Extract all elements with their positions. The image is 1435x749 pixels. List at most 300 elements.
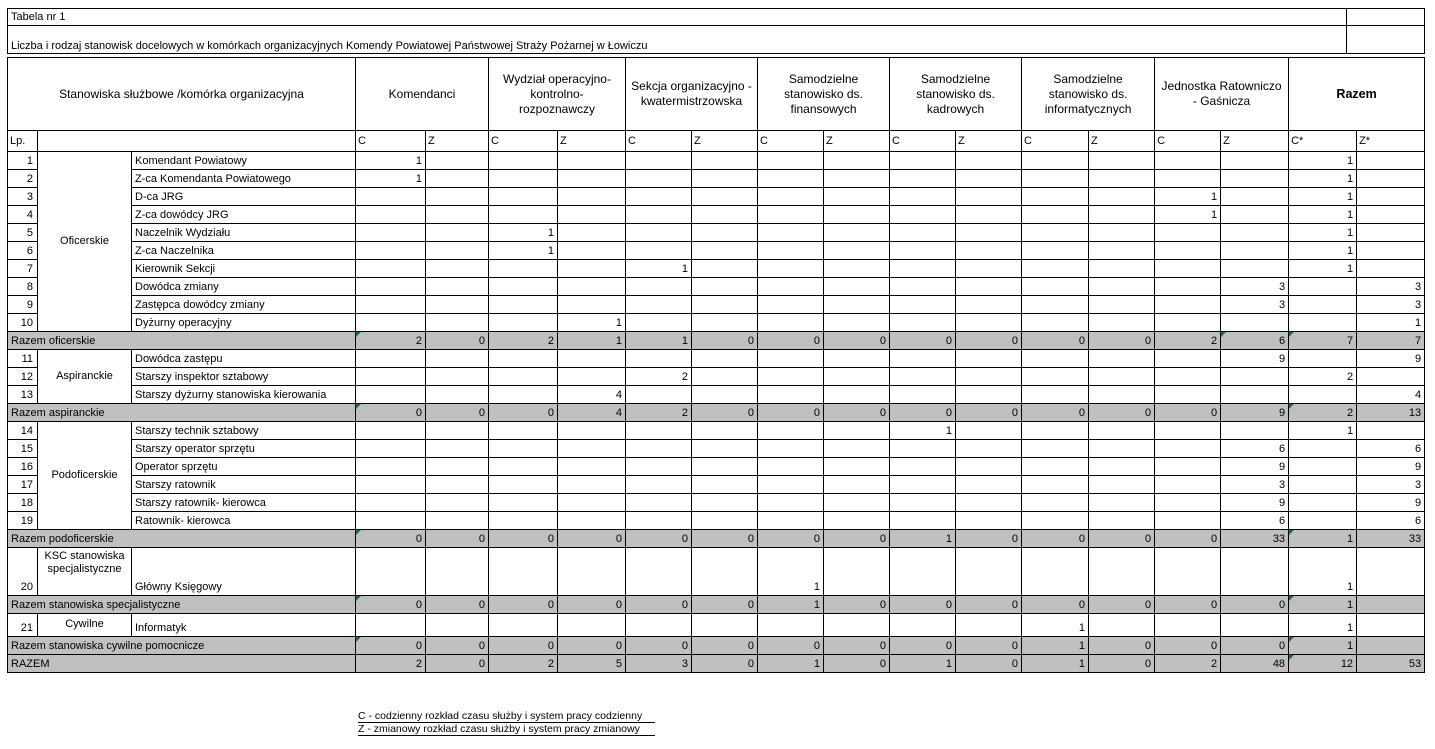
value-cell[interactable] — [1289, 296, 1357, 314]
value-cell[interactable] — [1155, 512, 1221, 530]
value-cell[interactable] — [1022, 440, 1089, 458]
lp-cell[interactable]: 12 — [8, 368, 38, 386]
value-cell[interactable] — [558, 170, 626, 188]
value-cell[interactable]: 0 — [626, 530, 692, 548]
value-cell[interactable] — [356, 368, 426, 386]
value-cell[interactable]: 0 — [1022, 404, 1089, 422]
value-cell[interactable]: 1 — [626, 260, 692, 278]
lp-cell[interactable]: 11 — [8, 350, 38, 368]
lp-cell[interactable]: 10 — [8, 314, 38, 332]
position-cell[interactable]: Z-ca Naczelnika — [132, 242, 356, 260]
value-cell[interactable] — [1155, 422, 1221, 440]
value-cell[interactable] — [426, 476, 489, 494]
subheader-cell[interactable]: C* — [1289, 131, 1357, 152]
value-cell[interactable] — [356, 440, 426, 458]
value-cell[interactable]: 0 — [1155, 404, 1221, 422]
value-cell[interactable] — [1022, 278, 1089, 296]
value-cell[interactable] — [1221, 422, 1289, 440]
value-cell[interactable] — [558, 206, 626, 224]
value-cell[interactable] — [1089, 206, 1155, 224]
value-cell[interactable] — [1357, 152, 1425, 170]
value-cell[interactable] — [558, 188, 626, 206]
value-cell[interactable]: 1 — [758, 596, 824, 614]
value-cell[interactable] — [1089, 152, 1155, 170]
value-cell[interactable] — [1155, 458, 1221, 476]
value-cell[interactable]: 0 — [824, 530, 890, 548]
value-cell[interactable] — [356, 206, 426, 224]
value-cell[interactable] — [890, 614, 956, 637]
value-cell[interactable] — [558, 296, 626, 314]
value-cell[interactable] — [956, 152, 1022, 170]
value-cell[interactable] — [692, 296, 758, 314]
value-cell[interactable]: 0 — [1022, 332, 1089, 350]
value-cell[interactable] — [626, 422, 692, 440]
value-cell[interactable] — [956, 614, 1022, 637]
value-cell[interactable] — [356, 224, 426, 242]
value-cell[interactable]: 1 — [890, 655, 956, 673]
value-cell[interactable] — [426, 188, 489, 206]
table-label-cell[interactable] — [8, 9, 1424, 26]
value-cell[interactable] — [956, 440, 1022, 458]
value-cell[interactable]: 9 — [1221, 494, 1289, 512]
value-cell[interactable] — [1289, 440, 1357, 458]
value-cell[interactable] — [758, 386, 824, 404]
summary-label[interactable]: Razem stanowiska specjalistyczne — [8, 596, 356, 614]
value-cell[interactable] — [356, 458, 426, 476]
value-cell[interactable] — [692, 476, 758, 494]
value-cell[interactable] — [356, 296, 426, 314]
value-cell[interactable]: 0 — [692, 596, 758, 614]
value-cell[interactable]: 0 — [426, 655, 489, 673]
value-cell[interactable]: 0 — [356, 596, 426, 614]
value-cell[interactable] — [758, 314, 824, 332]
value-cell[interactable] — [956, 494, 1022, 512]
lp-cell[interactable]: 16 — [8, 458, 38, 476]
value-cell[interactable] — [1022, 296, 1089, 314]
value-cell[interactable] — [890, 278, 956, 296]
value-cell[interactable]: 1 — [758, 548, 824, 596]
value-cell[interactable] — [356, 314, 426, 332]
value-cell[interactable] — [890, 242, 956, 260]
value-cell[interactable]: 1 — [890, 530, 956, 548]
value-cell[interactable]: 9 — [1221, 350, 1289, 368]
value-cell[interactable] — [426, 386, 489, 404]
value-cell[interactable] — [692, 278, 758, 296]
value-cell[interactable]: 1 — [558, 314, 626, 332]
header-group-wydzial[interactable]: Wydział operacyjno-kontrolno-rozpoznawczy — [489, 58, 626, 131]
value-cell[interactable]: 1 — [1289, 242, 1357, 260]
value-cell[interactable] — [890, 458, 956, 476]
value-cell[interactable] — [626, 440, 692, 458]
value-cell[interactable] — [558, 152, 626, 170]
value-cell[interactable]: 6 — [1221, 332, 1289, 350]
value-cell[interactable]: 0 — [758, 637, 824, 655]
value-cell[interactable]: 0 — [824, 637, 890, 655]
value-cell[interactable] — [426, 278, 489, 296]
value-cell[interactable]: 1 — [1289, 152, 1357, 170]
value-cell[interactable]: 3 — [1357, 278, 1425, 296]
value-cell[interactable] — [558, 494, 626, 512]
position-cell[interactable]: Starszy dyżurny stanowiska kierowania — [132, 386, 356, 404]
value-cell[interactable] — [1089, 458, 1155, 476]
value-cell[interactable] — [1357, 368, 1425, 386]
subheader-cell[interactable]: C — [1155, 131, 1221, 152]
value-cell[interactable]: 2 — [489, 332, 558, 350]
value-cell[interactable]: 0 — [356, 404, 426, 422]
category-cell[interactable]: Aspiranckie — [38, 350, 132, 404]
value-cell[interactable] — [1357, 422, 1425, 440]
value-cell[interactable] — [1089, 242, 1155, 260]
value-cell[interactable]: 0 — [489, 530, 558, 548]
value-cell[interactable] — [692, 242, 758, 260]
value-cell[interactable]: 13 — [1357, 404, 1425, 422]
header-group-informatycznych[interactable]: Samodzielne stanowisko ds. informatycznych — [1022, 58, 1155, 131]
value-cell[interactable] — [692, 314, 758, 332]
value-cell[interactable]: 0 — [890, 596, 956, 614]
value-cell[interactable] — [890, 152, 956, 170]
value-cell[interactable] — [824, 278, 890, 296]
position-cell[interactable]: Starszy technik sztabowy — [132, 422, 356, 440]
value-cell[interactable]: 0 — [426, 404, 489, 422]
value-cell[interactable] — [824, 296, 890, 314]
value-cell[interactable] — [1089, 614, 1155, 637]
position-cell[interactable]: Starszy ratownik — [132, 476, 356, 494]
value-cell[interactable]: 0 — [1089, 530, 1155, 548]
summary-label[interactable]: Razem aspiranckie — [8, 404, 356, 422]
value-cell[interactable]: 0 — [956, 596, 1022, 614]
value-cell[interactable]: 1 — [1289, 224, 1357, 242]
value-cell[interactable] — [692, 386, 758, 404]
value-cell[interactable] — [558, 512, 626, 530]
value-cell[interactable] — [692, 152, 758, 170]
footnote-c[interactable]: C - codzienny rozkład czasu służby i system pracy codzienny — [358, 710, 655, 723]
header-group-sekcja[interactable]: Sekcja organizacyjno - kwatermistrzowska — [626, 58, 758, 131]
lp-cell[interactable]: 13 — [8, 386, 38, 404]
value-cell[interactable]: 1 — [1155, 188, 1221, 206]
value-cell[interactable] — [692, 548, 758, 596]
lp-cell[interactable]: 5 — [8, 224, 38, 242]
value-cell[interactable] — [426, 206, 489, 224]
value-cell[interactable] — [692, 350, 758, 368]
value-cell[interactable] — [692, 224, 758, 242]
value-cell[interactable] — [1022, 206, 1089, 224]
value-cell[interactable]: 0 — [956, 404, 1022, 422]
value-cell[interactable] — [1357, 206, 1425, 224]
table-title-cell[interactable] — [8, 26, 1424, 53]
value-cell[interactable] — [489, 386, 558, 404]
value-cell[interactable] — [1022, 314, 1089, 332]
value-cell[interactable] — [956, 224, 1022, 242]
lp-cell[interactable]: 6 — [8, 242, 38, 260]
value-cell[interactable] — [558, 458, 626, 476]
value-cell[interactable] — [1357, 260, 1425, 278]
header-group-komendanci[interactable]: Komendanci — [356, 58, 489, 131]
lp-cell[interactable]: 17 — [8, 476, 38, 494]
value-cell[interactable] — [956, 476, 1022, 494]
value-cell[interactable] — [824, 152, 890, 170]
value-cell[interactable]: 2 — [489, 655, 558, 673]
value-cell[interactable] — [426, 152, 489, 170]
value-cell[interactable] — [692, 260, 758, 278]
value-cell[interactable] — [426, 512, 489, 530]
lp-cell[interactable]: 1 — [8, 152, 38, 170]
value-cell[interactable]: 0 — [1089, 332, 1155, 350]
value-cell[interactable] — [758, 242, 824, 260]
value-cell[interactable] — [758, 476, 824, 494]
value-cell[interactable] — [956, 386, 1022, 404]
header-group-razem[interactable]: Razem — [1289, 58, 1425, 131]
value-cell[interactable] — [692, 614, 758, 637]
value-cell[interactable] — [758, 614, 824, 637]
value-cell[interactable] — [890, 314, 956, 332]
value-cell[interactable] — [426, 260, 489, 278]
value-cell[interactable] — [626, 242, 692, 260]
position-cell[interactable]: Dowódca zmiany — [132, 278, 356, 296]
subheader-cell[interactable]: Z — [1089, 131, 1155, 152]
value-cell[interactable]: 1 — [1289, 188, 1357, 206]
value-cell[interactable] — [692, 188, 758, 206]
value-cell[interactable] — [356, 512, 426, 530]
value-cell[interactable] — [824, 476, 890, 494]
value-cell[interactable]: 0 — [626, 596, 692, 614]
value-cell[interactable] — [956, 188, 1022, 206]
value-cell[interactable] — [890, 368, 956, 386]
value-cell[interactable] — [956, 512, 1022, 530]
value-cell[interactable] — [489, 368, 558, 386]
value-cell[interactable] — [1221, 386, 1289, 404]
lp-cell[interactable]: 19 — [8, 512, 38, 530]
header-group-kadrowych[interactable]: Samodzielne stanowisko ds. kadrowych — [890, 58, 1022, 131]
value-cell[interactable]: 0 — [1221, 637, 1289, 655]
value-cell[interactable] — [1155, 170, 1221, 188]
value-cell[interactable] — [1022, 368, 1089, 386]
lp-cell[interactable]: 9 — [8, 296, 38, 314]
value-cell[interactable]: 2 — [626, 368, 692, 386]
value-cell[interactable] — [956, 548, 1022, 596]
position-cell[interactable]: Kierownik Sekcji — [132, 260, 356, 278]
value-cell[interactable] — [489, 206, 558, 224]
value-cell[interactable]: 0 — [956, 530, 1022, 548]
value-cell[interactable]: 53 — [1357, 655, 1425, 673]
value-cell[interactable]: 5 — [558, 655, 626, 673]
value-cell[interactable] — [824, 242, 890, 260]
value-cell[interactable] — [1155, 224, 1221, 242]
value-cell[interactable] — [558, 422, 626, 440]
header-stanowiska[interactable]: Stanowiska służbowe /komórka organizacyjna — [8, 58, 356, 131]
value-cell[interactable] — [1289, 314, 1357, 332]
value-cell[interactable]: 0 — [489, 637, 558, 655]
value-cell[interactable] — [1357, 188, 1425, 206]
value-cell[interactable]: 0 — [824, 596, 890, 614]
value-cell[interactable] — [692, 170, 758, 188]
value-cell[interactable] — [626, 386, 692, 404]
value-cell[interactable] — [758, 458, 824, 476]
value-cell[interactable]: 2 — [1289, 368, 1357, 386]
value-cell[interactable] — [426, 350, 489, 368]
value-cell[interactable] — [356, 260, 426, 278]
value-cell[interactable]: 0 — [1089, 404, 1155, 422]
footnote-z[interactable]: Z - zmianowy rozkład czasu służby i system pracy zmianowy — [358, 723, 655, 736]
value-cell[interactable] — [426, 458, 489, 476]
value-cell[interactable] — [1022, 386, 1089, 404]
position-cell[interactable]: Z-ca dowódcy JRG — [132, 206, 356, 224]
value-cell[interactable] — [890, 512, 956, 530]
position-cell[interactable]: Z-ca Komendanta Powiatowego — [132, 170, 356, 188]
position-cell[interactable]: Naczelnik Wydziału — [132, 224, 356, 242]
value-cell[interactable]: 3 — [1357, 476, 1425, 494]
value-cell[interactable] — [1022, 548, 1089, 596]
value-cell[interactable] — [1022, 188, 1089, 206]
value-cell[interactable]: 0 — [890, 637, 956, 655]
value-cell[interactable]: 1 — [1289, 170, 1357, 188]
value-cell[interactable] — [558, 368, 626, 386]
value-cell[interactable] — [824, 170, 890, 188]
value-cell[interactable] — [824, 440, 890, 458]
value-cell[interactable] — [626, 278, 692, 296]
value-cell[interactable]: 0 — [692, 655, 758, 673]
value-cell[interactable] — [489, 314, 558, 332]
value-cell[interactable] — [1089, 260, 1155, 278]
value-cell[interactable]: 9 — [1357, 458, 1425, 476]
value-cell[interactable]: 0 — [824, 404, 890, 422]
value-cell[interactable] — [1221, 260, 1289, 278]
value-cell[interactable]: 48 — [1221, 655, 1289, 673]
summary-label[interactable]: Razem stanowiska cywilne pomocnicze — [8, 637, 356, 655]
value-cell[interactable] — [956, 170, 1022, 188]
value-cell[interactable]: 0 — [1089, 655, 1155, 673]
value-cell[interactable] — [1155, 296, 1221, 314]
value-cell[interactable]: 0 — [692, 530, 758, 548]
value-cell[interactable]: 1 — [758, 655, 824, 673]
position-cell[interactable]: Starszy operator sprzętu — [132, 440, 356, 458]
position-cell[interactable]: Starszy ratownik- kierowca — [132, 494, 356, 512]
value-cell[interactable] — [758, 440, 824, 458]
value-cell[interactable] — [890, 188, 956, 206]
value-cell[interactable]: 9 — [1357, 350, 1425, 368]
value-cell[interactable]: 33 — [1357, 530, 1425, 548]
value-cell[interactable] — [626, 494, 692, 512]
value-cell[interactable]: 0 — [558, 637, 626, 655]
lp-cell[interactable]: 3 — [8, 188, 38, 206]
value-cell[interactable] — [956, 422, 1022, 440]
value-cell[interactable] — [1221, 614, 1289, 637]
value-cell[interactable] — [426, 296, 489, 314]
value-cell[interactable] — [956, 260, 1022, 278]
value-cell[interactable] — [1221, 548, 1289, 596]
value-cell[interactable]: 3 — [1221, 476, 1289, 494]
value-cell[interactable] — [956, 296, 1022, 314]
value-cell[interactable]: 0 — [426, 530, 489, 548]
position-cell[interactable]: Główny Księgowy — [132, 548, 356, 596]
value-cell[interactable]: 1 — [489, 242, 558, 260]
value-cell[interactable]: 2 — [1155, 655, 1221, 673]
value-cell[interactable] — [1089, 422, 1155, 440]
value-cell[interactable] — [758, 224, 824, 242]
subheader-cell[interactable]: Z* — [1357, 131, 1425, 152]
value-cell[interactable]: 0 — [758, 530, 824, 548]
value-cell[interactable]: 3 — [626, 655, 692, 673]
value-cell[interactable] — [692, 422, 758, 440]
value-cell[interactable] — [489, 350, 558, 368]
value-cell[interactable] — [558, 614, 626, 637]
value-cell[interactable] — [626, 458, 692, 476]
value-cell[interactable] — [558, 440, 626, 458]
value-cell[interactable] — [824, 386, 890, 404]
value-cell[interactable] — [426, 224, 489, 242]
value-cell[interactable] — [692, 494, 758, 512]
value-cell[interactable] — [758, 368, 824, 386]
subheader-cell[interactable]: Z — [956, 131, 1022, 152]
value-cell[interactable] — [1155, 440, 1221, 458]
value-cell[interactable] — [1357, 242, 1425, 260]
value-cell[interactable] — [1155, 350, 1221, 368]
value-cell[interactable]: 0 — [692, 404, 758, 422]
value-cell[interactable] — [824, 512, 890, 530]
value-cell[interactable]: 6 — [1357, 440, 1425, 458]
value-cell[interactable] — [356, 476, 426, 494]
subheader-cell[interactable]: Z — [558, 131, 626, 152]
value-cell[interactable] — [489, 512, 558, 530]
value-cell[interactable] — [1022, 224, 1089, 242]
value-cell[interactable] — [1289, 458, 1357, 476]
value-cell[interactable] — [489, 476, 558, 494]
value-cell[interactable]: 1 — [1289, 548, 1357, 596]
category-cell[interactable]: Oficerskie — [38, 152, 132, 332]
value-cell[interactable]: 33 — [1221, 530, 1289, 548]
value-cell[interactable] — [758, 494, 824, 512]
value-cell[interactable] — [1221, 314, 1289, 332]
value-cell[interactable]: 1 — [626, 332, 692, 350]
value-cell[interactable]: 0 — [956, 655, 1022, 673]
value-cell[interactable] — [558, 278, 626, 296]
value-cell[interactable] — [1155, 614, 1221, 637]
value-cell[interactable] — [1357, 596, 1425, 614]
value-cell[interactable] — [1155, 314, 1221, 332]
position-cell[interactable]: Dyżurny operacyjny — [132, 314, 356, 332]
value-cell[interactable] — [1022, 152, 1089, 170]
lp-cell[interactable]: 15 — [8, 440, 38, 458]
value-cell[interactable]: 4 — [1357, 386, 1425, 404]
value-cell[interactable]: 6 — [1221, 512, 1289, 530]
value-cell[interactable]: 9 — [1221, 404, 1289, 422]
value-cell[interactable] — [758, 278, 824, 296]
value-cell[interactable]: 2 — [1155, 332, 1221, 350]
position-cell[interactable]: Dowódca zastępu — [132, 350, 356, 368]
position-cell[interactable]: D-ca JRG — [132, 188, 356, 206]
value-cell[interactable]: 0 — [692, 332, 758, 350]
position-cell[interactable]: Starszy inspektor sztabowy — [132, 368, 356, 386]
summary-label[interactable]: RAZEM — [8, 655, 356, 673]
value-cell[interactable] — [1155, 152, 1221, 170]
value-cell[interactable]: 0 — [356, 530, 426, 548]
subheader-cell[interactable]: Z — [426, 131, 489, 152]
value-cell[interactable]: 7 — [1289, 332, 1357, 350]
category-cell[interactable]: Cywilne — [38, 614, 132, 637]
value-cell[interactable]: 0 — [956, 332, 1022, 350]
value-cell[interactable] — [758, 206, 824, 224]
value-cell[interactable] — [758, 422, 824, 440]
value-cell[interactable]: 0 — [489, 596, 558, 614]
value-cell[interactable] — [1289, 278, 1357, 296]
value-cell[interactable]: 6 — [1357, 512, 1425, 530]
value-cell[interactable] — [356, 386, 426, 404]
value-cell[interactable] — [558, 224, 626, 242]
value-cell[interactable] — [1089, 494, 1155, 512]
value-cell[interactable] — [758, 350, 824, 368]
value-cell[interactable]: 7 — [1357, 332, 1425, 350]
value-cell[interactable]: 0 — [1089, 637, 1155, 655]
value-cell[interactable]: 0 — [1155, 530, 1221, 548]
